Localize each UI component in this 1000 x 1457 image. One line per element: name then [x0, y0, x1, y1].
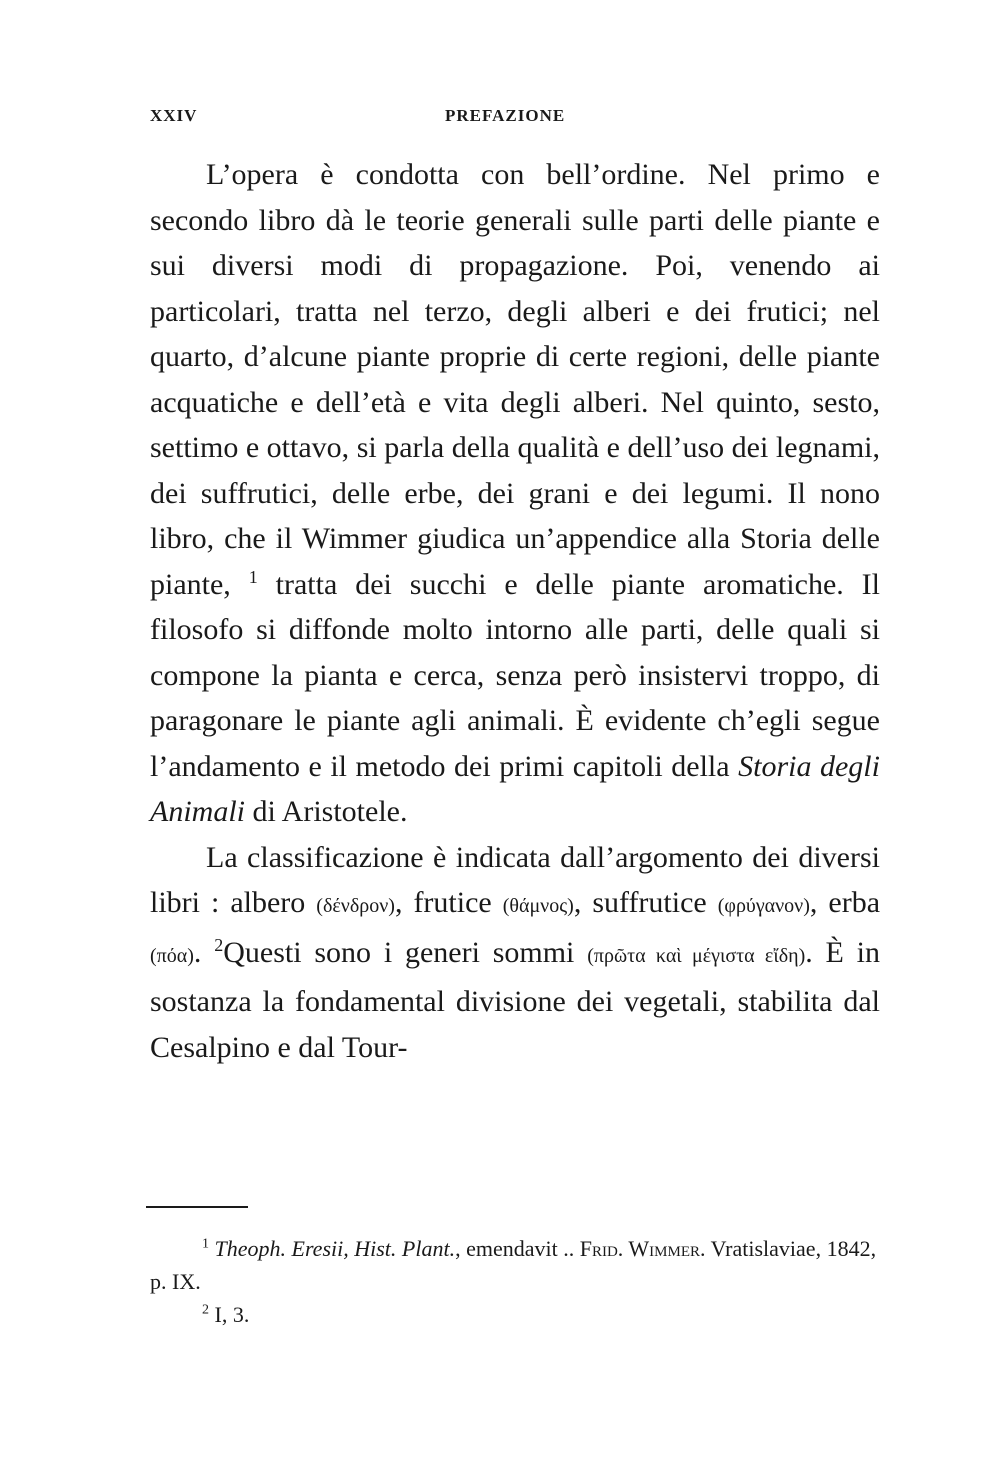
greek-term-phryganon: (φρύγανον)	[717, 895, 810, 917]
footnote-1-text: , emendavit ..	[455, 1236, 580, 1261]
running-title: PREFAZIONE	[445, 106, 566, 125]
greek-term-thamnos: (θάμνος)	[502, 895, 574, 917]
footnote-1-text-2: Vratislaviae, 1842, p. IX.	[150, 1236, 877, 1294]
footnote-2	[150, 1298, 880, 1331]
paragraph-1-text-after-ref: tratta dei succhi e delle piante aromatiche. Il filosofo si diffonde molto intorno alle parti, delle quali si compone la pianta e cerca, senza però insistervi troppo, di paragonare le piante agli animali. È evidente ch’egli segue l’andamento e il metodo dei primi capitoli della	[150, 567, 880, 783]
paragraph-1-text: L’opera è condotta con bell’ordine. Nel primo e secondo libro dà le teorie generali sulle parti delle piante e sui diversi modi di propagazione. Poi, venendo ai particolari, tratta nel terzo, degli alberi e dei frutici; nel quarto, d’alcune piante proprie di certe regioni, delle piante acquatiche e dell’età e vita degli alberi. Nel quinto, sesto, settimo e ottavo, si parla della qualità e dell’uso dei legnami, dei suffrutici, delle erbe, dei grani e dei legumi. Il nono libro, che il Wimmer giudica un’appendice alla Storia delle piante,	[150, 158, 880, 601]
greek-term-dendron: (δένδρον)	[316, 895, 395, 917]
paragraph-2-text-4: , erba	[809, 886, 881, 919]
footnote-1-mark: 1	[202, 1236, 209, 1252]
paragraph-1	[150, 152, 880, 835]
paragraph-2-text-1: La classificazione è indicata dall’argomento dei diversi libri : albero	[150, 840, 880, 919]
footnotes	[150, 1232, 880, 1331]
footnote-1	[150, 1232, 880, 1298]
page-number: XXIV	[150, 106, 198, 125]
footnote-1-author: Frid. Wimmer.	[579, 1236, 706, 1261]
body-text	[150, 152, 880, 1070]
footnote-ref-2[interactable]: 2	[214, 934, 224, 955]
footnote-1-citation: Theoph. Eresii, Hist. Plant.	[214, 1236, 456, 1261]
paragraph-2-text-5: .	[193, 935, 215, 969]
paragraph-2-text-6: Questi sono i generi sommi	[223, 935, 588, 969]
footnote-separator	[146, 1206, 248, 1208]
running-head	[150, 106, 880, 136]
paragraph-2	[150, 835, 880, 1071]
paragraph-1-text-end: di Aristotele.	[245, 795, 408, 828]
italic-work-title: Storia degli Animali	[150, 749, 880, 828]
footnote-2-mark: 2	[202, 1302, 209, 1318]
paragraph-2-text-3: , suffrutice	[573, 886, 718, 919]
footnote-2-text: I, 3.	[214, 1302, 250, 1327]
paragraph-2-text-7: . È in sostanza la fondamental divisione dei vegetali, stabilita dal Cesalpino e dal Tour-	[150, 935, 881, 1064]
footnote-ref-1[interactable]: 1	[248, 566, 258, 587]
paragraph-2-text-2: , frutice	[394, 886, 503, 919]
greek-term-poa: (πόα)	[150, 944, 194, 967]
greek-term-prota: (πρῶτα καὶ μέγιστα εἴδη)	[587, 944, 806, 967]
